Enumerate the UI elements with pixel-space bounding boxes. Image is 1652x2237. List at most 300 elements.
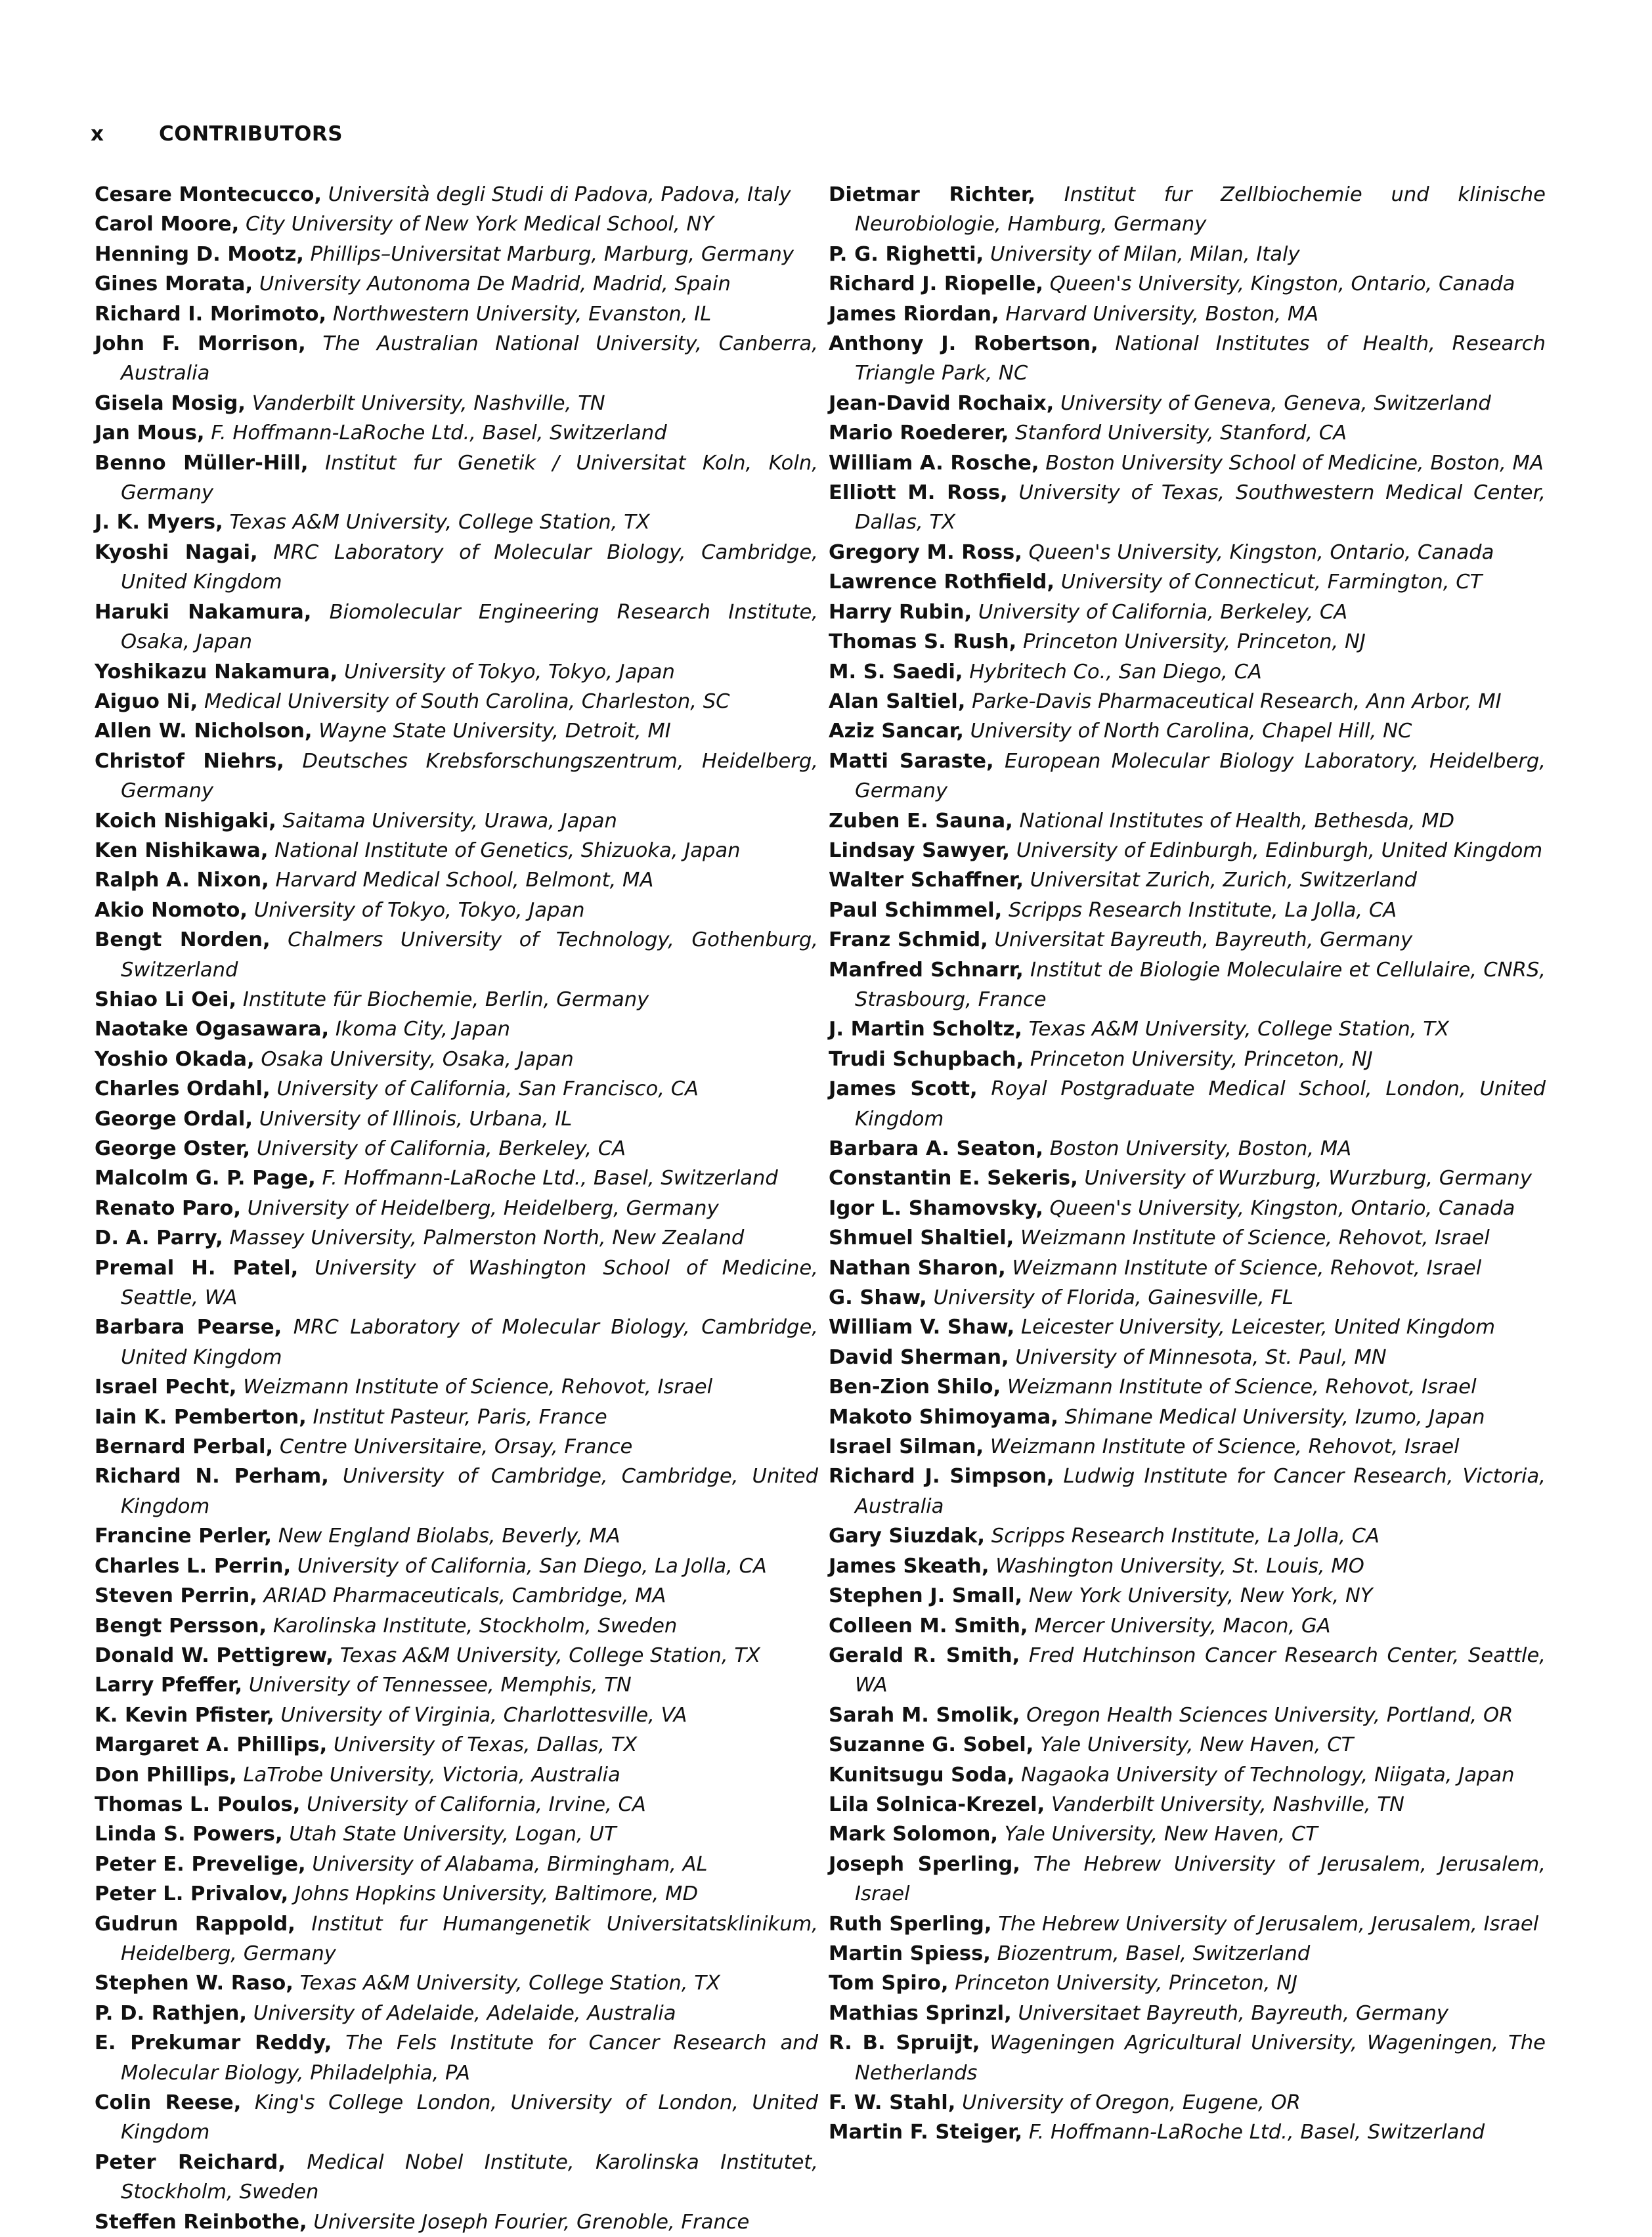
contributor-affiliation: University of Geneva, Geneva, Switzerland bbox=[1060, 391, 1491, 415]
contributor-affiliation: University of Tokyo, Tokyo, Japan bbox=[344, 660, 675, 684]
contributor-name: Stephen W. Raso, bbox=[95, 1972, 293, 1995]
contributor-affiliation: Parke-Davis Pharmaceutical Research, Ann Arbor, MI bbox=[972, 689, 1502, 713]
contributor-entry bbox=[95, 1104, 818, 1134]
contributor-name: Martin F. Steiger, bbox=[829, 2121, 1023, 2144]
contributor-affiliation: University of Virginia, Charlottesville, VA bbox=[280, 1703, 687, 1727]
contributor-affiliation: University Autonoma De Madrid, Madrid, Spain bbox=[259, 272, 731, 296]
contributor-affiliation: F. Hoffmann-LaRoche Ltd., Basel, Switzerland bbox=[1028, 2121, 1485, 2144]
contributor-entry bbox=[829, 1253, 1546, 1283]
contributor-entry bbox=[95, 1850, 818, 1879]
contributor-name: Jan Mous, bbox=[95, 422, 205, 445]
contributor-entry bbox=[95, 1819, 818, 1849]
contributor-name: Ben-Zion Shilo, bbox=[829, 1376, 1001, 1399]
contributor-entry bbox=[829, 747, 1546, 806]
contributor-entry bbox=[95, 1879, 818, 1909]
contributor-affiliation: Yale University, New Haven, CT bbox=[1004, 1823, 1318, 1846]
contributor-entry bbox=[829, 478, 1546, 538]
contributor-entry bbox=[95, 687, 818, 716]
contributor-entry bbox=[829, 806, 1546, 836]
contributor-affiliation: The Hebrew University of Jerusalem, Jerusalem, Israel bbox=[998, 1912, 1539, 1936]
contributor-affiliation: The Australian National University, Canberra, Australia bbox=[121, 332, 818, 385]
contributor-entry bbox=[95, 806, 818, 836]
contributor-name: Nathan Sharon, bbox=[829, 1256, 1006, 1280]
contributor-name: Zuben E. Sauna, bbox=[829, 809, 1013, 833]
contributor-affiliation: University of Connecticut, Farmington, CT bbox=[1060, 571, 1483, 594]
contributor-affiliation: Weizmann Institute of Science, Rehovot, Israel bbox=[1020, 1227, 1490, 1250]
contributor-name: Renato Paro, bbox=[95, 1196, 241, 1220]
contributor-affiliation: Princeton University, Princeton, NJ bbox=[1030, 1047, 1373, 1071]
contributor-entry bbox=[95, 1968, 818, 1998]
contributor-affiliation: Institut fur Zellbiochemie und klinische Neurobiologie, Hamburg, Germany bbox=[855, 183, 1546, 236]
contributor-entry bbox=[829, 2118, 1546, 2147]
contributor-name: Francine Perler, bbox=[95, 1525, 272, 1548]
contributor-affiliation: Wayne State University, Detroit, MI bbox=[318, 720, 671, 743]
contributor-entry bbox=[829, 1343, 1546, 1372]
contributor-affiliation: Queen's University, Kingston, Ontario, Canada bbox=[1049, 1196, 1515, 1220]
contributor-entry bbox=[829, 1462, 1546, 1521]
contributor-affiliation: F. Hoffmann-LaRoche Ltd., Basel, Switzerland bbox=[211, 422, 667, 445]
page-number: x bbox=[91, 122, 104, 146]
contributor-name: J. Martin Scholtz, bbox=[829, 1018, 1022, 1041]
contributor-name: Donald W. Pettigrew, bbox=[95, 1643, 334, 1667]
contributor-affiliation: European Molecular Biology Laboratory, Heidelberg, Germany bbox=[855, 749, 1546, 803]
contributor-entry bbox=[829, 597, 1546, 627]
contributor-affiliation: Yale University, New Haven, CT bbox=[1040, 1733, 1354, 1757]
contributor-name: Iain K. Pemberton, bbox=[95, 1405, 307, 1429]
contributor-entry bbox=[829, 1611, 1546, 1641]
contributor-entry bbox=[95, 1611, 818, 1641]
contributors-column-left bbox=[95, 180, 818, 2237]
contributor-affiliation: City University of New York Medical School, NY bbox=[246, 213, 714, 236]
contributor-entry bbox=[95, 1790, 818, 1819]
contributor-entry bbox=[829, 567, 1546, 597]
contributor-affiliation: Queen's University, Kingston, Ontario, Canada bbox=[1028, 540, 1494, 564]
contributor-entry bbox=[95, 1701, 818, 1730]
contributor-entry bbox=[829, 299, 1546, 329]
contributor-name: Bengt Persson, bbox=[95, 1614, 267, 1638]
contributor-affiliation: Johns Hopkins University, Baltimore, MD bbox=[294, 1882, 699, 1906]
contributor-affiliation: Phillips–Universitat Marburg, Marburg, Germany bbox=[310, 242, 794, 266]
contributor-entry bbox=[95, 1194, 818, 1223]
contributor-affiliation: Scripps Research Institute, La Jolla, CA bbox=[1008, 898, 1397, 922]
contributor-entry bbox=[829, 1432, 1546, 1462]
contributor-entry bbox=[95, 1730, 818, 1760]
contributor-name: Kyoshi Nagai, bbox=[95, 540, 258, 564]
contributor-name: Richard N. Perham, bbox=[95, 1465, 329, 1488]
contributor-name: Sarah M. Smolik, bbox=[829, 1703, 1020, 1727]
page-header bbox=[91, 122, 343, 146]
contributor-name: Barbara Pearse, bbox=[95, 1316, 282, 1339]
contributor-name: William V. Shaw, bbox=[829, 1316, 1015, 1339]
contributor-affiliation: MRC Laboratory of Molecular Biology, Cambridge, United Kingdom bbox=[121, 540, 818, 594]
contributor-name: Richard J. Riopelle, bbox=[829, 272, 1043, 296]
contributor-entry bbox=[95, 1462, 818, 1521]
contributor-entry bbox=[829, 1701, 1546, 1730]
contributor-affiliation: Ikoma City, Japan bbox=[335, 1018, 510, 1041]
contributor-name: John F. Morrison, bbox=[95, 332, 306, 356]
contributor-affiliation: Saitama University, Urawa, Japan bbox=[282, 809, 617, 833]
contributor-affiliation: Universite Joseph Fourier, Grenoble, France bbox=[313, 2210, 750, 2234]
contributor-entry bbox=[95, 716, 818, 746]
contributor-entry bbox=[829, 1552, 1546, 1581]
contributor-name: Lindsay Sawyer, bbox=[829, 838, 1011, 862]
contributor-name: Colin Reese, bbox=[95, 2091, 242, 2114]
contributor-affiliation: Weizmann Institute of Science, Rehovot, Israel bbox=[243, 1376, 713, 1399]
contributor-name: Peter L. Privalov, bbox=[95, 1882, 289, 1906]
contributor-affiliation: Universitat Zurich, Zurich, Switzerland bbox=[1030, 869, 1418, 892]
contributor-entry bbox=[829, 657, 1546, 687]
contributor-entry bbox=[95, 1999, 818, 2028]
contributor-name: Matti Saraste, bbox=[829, 749, 994, 773]
contributor-name: Mathias Sprinzl, bbox=[829, 2001, 1012, 2025]
contributor-entry bbox=[95, 1402, 818, 1432]
contributor-affiliation: University of Oregon, Eugene, OR bbox=[962, 2091, 1301, 2114]
contributor-name: Manfred Schnarr, bbox=[829, 958, 1024, 982]
contributor-affiliation: Karolinska Institute, Stockholm, Sweden bbox=[272, 1614, 678, 1638]
contributor-affiliation: National Institutes of Health, Research Triangle Park, NC bbox=[855, 332, 1546, 385]
contributor-affiliation: Mercer University, Macon, GA bbox=[1034, 1614, 1331, 1638]
contributor-name: Akio Nomoto, bbox=[95, 898, 248, 922]
contributor-name: Malcolm G. P. Page, bbox=[95, 1167, 316, 1190]
contributor-name: Bengt Norden, bbox=[95, 928, 271, 952]
contributor-name: James Skeath, bbox=[829, 1554, 989, 1578]
contributor-entry bbox=[95, 1552, 818, 1581]
page-title: CONTRIBUTORS bbox=[159, 122, 343, 146]
contributor-name: Yoshio Okada, bbox=[95, 1047, 255, 1071]
contributor-affiliation: King's College London, University of London, United Kingdom bbox=[121, 2091, 818, 2144]
contributor-affiliation: The Fels Institute for Cancer Research and Molecular Biology, Philadelphia, PA bbox=[121, 2031, 818, 2085]
contributor-entry bbox=[829, 1968, 1546, 1998]
contributor-affiliation: ARIAD Pharmaceuticals, Cambridge, MA bbox=[263, 1584, 666, 1608]
contributor-affiliation: Institut fur Genetik / Universitat Koln, Koln, Germany bbox=[121, 451, 819, 505]
contributor-name: Ralph A. Nixon, bbox=[95, 869, 269, 892]
contributor-affiliation: Osaka University, Osaka, Japan bbox=[261, 1047, 574, 1071]
contributor-affiliation: MRC Laboratory of Molecular Biology, Cambridge, United Kingdom bbox=[121, 1316, 818, 1369]
contributor-entry bbox=[829, 896, 1546, 925]
contributor-entry bbox=[829, 955, 1546, 1015]
contributor-affiliation: University of California, Berkeley, CA bbox=[256, 1137, 626, 1160]
contributor-affiliation: Scripps Research Institute, La Jolla, CA bbox=[991, 1525, 1380, 1548]
contributor-affiliation: University of Tokyo, Tokyo, Japan bbox=[253, 898, 585, 922]
contributor-entry bbox=[829, 2088, 1546, 2118]
contributor-entry bbox=[829, 925, 1546, 955]
contributor-name: Elliott M. Ross, bbox=[829, 481, 1008, 505]
contributor-name: Jean-David Rochaix, bbox=[829, 391, 1054, 415]
contributor-entry bbox=[829, 1850, 1546, 1909]
contributor-affiliation: Royal Postgraduate Medical School, London, United Kingdom bbox=[855, 1077, 1546, 1131]
contributor-entry bbox=[829, 627, 1546, 657]
contributor-name: Israel Pecht, bbox=[95, 1376, 237, 1399]
contributor-entry bbox=[95, 1372, 818, 1402]
contributor-entry bbox=[95, 1163, 818, 1193]
contributor-affiliation: Oregon Health Sciences University, Portland, OR bbox=[1026, 1703, 1513, 1727]
contributor-name: Linda S. Powers, bbox=[95, 1823, 283, 1846]
contributor-entry bbox=[829, 1163, 1546, 1193]
contributor-name: Koich Nishigaki, bbox=[95, 809, 276, 833]
contributor-entry bbox=[829, 1194, 1546, 1223]
contributor-name: Cesare Montecucco, bbox=[95, 183, 322, 206]
contributor-affiliation: The Hebrew University of Jerusalem, Jerusalem, Israel bbox=[855, 1852, 1546, 1906]
contributor-entry bbox=[829, 716, 1546, 746]
contributor-affiliation: Shimane Medical University, Izumo, Japan bbox=[1064, 1405, 1485, 1429]
contributor-affiliation: New England Biolabs, Beverly, MA bbox=[278, 1525, 620, 1548]
contributor-affiliation: University of Alabama, Birmingham, AL bbox=[312, 1852, 708, 1876]
contributor-affiliation: Stanford University, Stanford, CA bbox=[1015, 422, 1347, 445]
contributor-affiliation: University of North Carolina, Chapel Hill, NC bbox=[970, 720, 1412, 743]
contributor-affiliation: Institut de Biologie Moleculaire et Cellulaire, CNRS, Strasbourg, France bbox=[855, 958, 1546, 1011]
contributor-name: James Scott, bbox=[829, 1077, 978, 1101]
contributor-name: Tom Spiro, bbox=[829, 1972, 949, 1995]
contributor-name: Richard J. Simpson, bbox=[829, 1465, 1054, 1488]
contributor-affiliation: Università degli Studi di Padova, Padova, Italy bbox=[328, 183, 791, 206]
contributor-entry bbox=[829, 1730, 1546, 1760]
contributor-name: Margaret A. Phillips, bbox=[95, 1733, 328, 1757]
contributor-name: Bernard Perbal, bbox=[95, 1435, 274, 1459]
contributor-affiliation: University of Florida, Gainesville, FL bbox=[933, 1286, 1293, 1310]
contributor-entry bbox=[95, 836, 818, 865]
contributor-name: Martin Spiess, bbox=[829, 1942, 991, 1965]
contributor-name: Don Phillips, bbox=[95, 1763, 237, 1787]
contributor-name: Walter Schaffner, bbox=[829, 869, 1024, 892]
contributor-entry bbox=[95, 2088, 818, 2148]
contributor-affiliation: Chalmers University of Technology, Gothenburg, Switzerland bbox=[121, 928, 818, 982]
contributor-entry bbox=[95, 508, 818, 537]
contributor-name: Mark Solomon, bbox=[829, 1823, 999, 1846]
contributor-name: Aiguo Ni, bbox=[95, 689, 198, 713]
contributor-name: Kunitsugu Soda, bbox=[829, 1763, 1015, 1787]
contributor-affiliation: Medical University of South Carolina, Charleston, SC bbox=[204, 689, 730, 713]
contributor-affiliation: Weizmann Institute of Science, Rehovot, Israel bbox=[1007, 1376, 1477, 1399]
contributor-affiliation: University of California, San Francisco, CA bbox=[276, 1077, 699, 1101]
contributor-name: Gines Morata, bbox=[95, 272, 253, 296]
contributor-entry bbox=[95, 2207, 818, 2237]
contributor-entry bbox=[829, 538, 1546, 567]
contributor-affiliation: National Institute of Genetics, Shizuoka, Japan bbox=[274, 838, 741, 862]
contributor-affiliation: Deutsches Krebsforschungszentrum, Heidelberg, Germany bbox=[121, 749, 818, 803]
contributor-affiliation: Universitat Bayreuth, Bayreuth, Germany bbox=[994, 928, 1413, 952]
contributor-affiliation: LaTrobe University, Victoria, Australia bbox=[243, 1763, 620, 1787]
contributor-name: Gisela Mosig, bbox=[95, 391, 246, 415]
contributor-name: Richard I. Morimoto, bbox=[95, 302, 327, 326]
contributor-name: Paul Schimmel, bbox=[829, 898, 1003, 922]
contributor-entry bbox=[95, 448, 818, 508]
contributor-entry bbox=[95, 269, 818, 299]
contributor-name: Haruki Nakamura, bbox=[95, 600, 312, 624]
contributor-entry bbox=[829, 1223, 1546, 1253]
contributor-affiliation: F. Hoffmann-LaRoche Ltd., Basel, Switzerland bbox=[322, 1167, 778, 1190]
contributor-entry bbox=[95, 657, 818, 687]
contributor-name: David Sherman, bbox=[829, 1345, 1009, 1369]
contributor-affiliation: University of California, San Diego, La Jolla, CA bbox=[297, 1554, 767, 1578]
contributor-entry bbox=[829, 1402, 1546, 1432]
contributor-entry bbox=[95, 240, 818, 269]
contributor-affiliation: Massey University, Palmerston North, New Zealand bbox=[229, 1227, 745, 1250]
contributor-name: Steven Perrin, bbox=[95, 1584, 257, 1608]
contributor-entry bbox=[95, 1014, 818, 1044]
contributor-name: Shmuel Shaltiel, bbox=[829, 1227, 1014, 1250]
contributor-entry bbox=[829, 418, 1546, 448]
contributor-entry bbox=[95, 1134, 818, 1163]
contributor-name: Charles Ordahl, bbox=[95, 1077, 271, 1101]
contributor-name: Constantin E. Sekeris, bbox=[829, 1167, 1078, 1190]
contributor-name: Mario Roederer, bbox=[829, 422, 1009, 445]
contributor-entry bbox=[829, 1939, 1546, 1968]
contributor-entry bbox=[95, 1223, 818, 1253]
contributor-name: Harry Rubin, bbox=[829, 600, 972, 624]
contributor-affiliation: Washington University, St. Louis, MO bbox=[995, 1554, 1364, 1578]
contributor-entry bbox=[95, 329, 818, 389]
contributor-affiliation: Texas A&M University, College Station, TX bbox=[299, 1972, 720, 1995]
contributor-affiliation: Biomolecular Engineering Research Institute, Osaka, Japan bbox=[121, 600, 818, 654]
contributor-affiliation: University of Adelaide, Adelaide, Australia bbox=[253, 2001, 676, 2025]
contributor-entry bbox=[829, 1521, 1546, 1551]
contributor-name: William A. Rosche, bbox=[829, 451, 1039, 475]
contributor-entry bbox=[829, 1313, 1546, 1342]
contributor-entry bbox=[829, 687, 1546, 716]
contributor-name: P. G. Righetti, bbox=[829, 242, 984, 266]
contributor-name: Gerald R. Smith, bbox=[829, 1643, 1020, 1667]
contributor-name: Steffen Reinbothe, bbox=[95, 2210, 307, 2234]
contributor-affiliation: Nagaoka University of Technology, Niigata, Japan bbox=[1021, 1763, 1515, 1787]
contributor-affiliation: Centre Universitaire, Orsay, France bbox=[279, 1435, 633, 1459]
contributor-entry bbox=[829, 865, 1546, 895]
contributor-name: Thomas L. Poulos, bbox=[95, 1792, 301, 1816]
contributor-name: E. Prekumar Reddy, bbox=[95, 2031, 332, 2055]
contributor-entry bbox=[829, 1581, 1546, 1611]
contributor-affiliation: University of Tennessee, Memphis, TN bbox=[248, 1674, 632, 1697]
contributor-entry bbox=[95, 2148, 818, 2207]
contributor-entry bbox=[95, 1670, 818, 1700]
contributor-name: Stephen J. Small, bbox=[829, 1584, 1023, 1608]
contributor-name: Barbara A. Seaton, bbox=[829, 1137, 1043, 1160]
contributor-entry bbox=[829, 1045, 1546, 1074]
contributor-entry bbox=[95, 389, 818, 418]
contributor-affiliation: Queen's University, Kingston, Ontario, Canada bbox=[1049, 272, 1515, 296]
contributor-affiliation: University of California, Berkeley, CA bbox=[978, 600, 1348, 624]
contributor-name: Larry Pfeffer, bbox=[95, 1674, 243, 1697]
contributor-affiliation: Weizmann Institute of Science, Rehovot, Israel bbox=[989, 1435, 1460, 1459]
contributor-affiliation: University of Texas, Southwestern Medical Center, Dallas, TX bbox=[855, 481, 1546, 534]
contributor-name: K. Kevin Pfister, bbox=[95, 1703, 274, 1727]
contributor-entry bbox=[95, 418, 818, 448]
contributor-name: Igor L. Shamovsky, bbox=[829, 1196, 1043, 1220]
contributor-entry bbox=[95, 865, 818, 895]
contributor-name: Benno Müller-Hill, bbox=[95, 451, 309, 475]
contributor-entry bbox=[829, 1372, 1546, 1402]
contributor-entry bbox=[95, 299, 818, 329]
contributor-entry bbox=[829, 1014, 1546, 1044]
contributor-affiliation: Northwestern University, Evanston, IL bbox=[332, 302, 712, 326]
contributor-entry bbox=[95, 597, 818, 657]
contributor-affiliation: University of Minnesota, St. Paul, MN bbox=[1015, 1345, 1387, 1369]
contributor-affiliation: University of Texas, Dallas, TX bbox=[333, 1733, 638, 1757]
contributor-entry bbox=[95, 985, 818, 1014]
contributor-affiliation: Vanderbilt University, Nashville, TN bbox=[1051, 1792, 1404, 1816]
contributor-entry bbox=[95, 538, 818, 597]
contributor-name: J. K. Myers, bbox=[95, 511, 223, 534]
contributor-affiliation: University of Wurzburg, Wurzburg, Germany bbox=[1084, 1167, 1532, 1190]
contributor-name: Makoto Shimoyama, bbox=[829, 1405, 1058, 1429]
contributor-name: Aziz Sancar, bbox=[829, 720, 964, 743]
contributor-name: Alan Saltiel, bbox=[829, 689, 966, 713]
contributor-name: Shiao Li Oei, bbox=[95, 988, 237, 1011]
contributor-affiliation: New York University, New York, NY bbox=[1028, 1584, 1373, 1608]
contributor-name: Naotake Ogasawara, bbox=[95, 1018, 330, 1041]
contributor-entry bbox=[95, 896, 818, 925]
contributor-name: F. W. Stahl, bbox=[829, 2091, 956, 2114]
contributor-affiliation: Boston University School of Medicine, Boston, MA bbox=[1045, 451, 1544, 475]
contributor-entry bbox=[95, 1313, 818, 1372]
contributor-affiliation: University of Edinburgh, Edinburgh, United Kingdom bbox=[1016, 838, 1543, 862]
contributor-affiliation: Weizmann Institute of Science, Rehovot, Israel bbox=[1012, 1256, 1482, 1280]
contributor-entry bbox=[95, 747, 818, 806]
contributor-entry bbox=[95, 2028, 818, 2088]
contributor-name: Lila Solnica-Krezel, bbox=[829, 1792, 1045, 1816]
contributor-affiliation: Institute für Biochemie, Berlin, Germany bbox=[242, 988, 649, 1011]
contributor-entry bbox=[829, 1134, 1546, 1163]
contributor-name: Lawrence Rothfield, bbox=[829, 571, 1054, 594]
contributor-name: Thomas S. Rush, bbox=[829, 630, 1017, 654]
contributor-affiliation: Ludwig Institute for Cancer Research, Victoria, Australia bbox=[855, 1465, 1546, 1518]
contributor-affiliation: Texas A&M University, College Station, TX bbox=[229, 511, 650, 534]
contributor-affiliation: Harvard Medical School, Belmont, MA bbox=[275, 869, 654, 892]
contributor-name: Allen W. Nicholson, bbox=[95, 720, 313, 743]
contributor-entry bbox=[829, 1790, 1546, 1819]
contributor-entry bbox=[829, 329, 1546, 389]
contributor-entry bbox=[95, 1045, 818, 1074]
contributor-affiliation: Texas A&M University, College Station, TX bbox=[339, 1643, 761, 1667]
contributor-affiliation: Utah State University, Logan, UT bbox=[289, 1823, 617, 1846]
contributor-name: D. A. Parry, bbox=[95, 1227, 223, 1250]
contributor-name: Peter Reichard, bbox=[95, 2150, 286, 2174]
contributor-name: Peter E. Prevelige, bbox=[95, 1852, 306, 1876]
contributor-affiliation: Hybritech Co., San Diego, CA bbox=[969, 660, 1262, 684]
contributor-name: Gudrun Rappold, bbox=[95, 1912, 295, 1936]
contributor-entry bbox=[95, 180, 818, 209]
contributor-affiliation: Princeton University, Princeton, NJ bbox=[955, 1972, 1298, 1995]
contributor-entry bbox=[95, 1432, 818, 1462]
contributor-affiliation: Boston University, Boston, MA bbox=[1049, 1137, 1352, 1160]
contributor-name: Trudi Schupbach, bbox=[829, 1047, 1024, 1071]
contributor-name: P. D. Rathjen, bbox=[95, 2001, 247, 2025]
contributor-affiliation: University of Heidelberg, Heidelberg, Germany bbox=[247, 1196, 719, 1220]
contributor-entry bbox=[829, 1074, 1546, 1134]
contributor-entry bbox=[95, 1253, 818, 1313]
contributor-name: Gary Siuzdak, bbox=[829, 1525, 986, 1548]
contributor-name: George Ordal, bbox=[95, 1107, 253, 1131]
contributor-name: Henning D. Mootz, bbox=[95, 242, 304, 266]
contributor-name: G. Shaw, bbox=[829, 1286, 927, 1310]
contributor-entry bbox=[95, 925, 818, 985]
contributor-entry bbox=[829, 1641, 1546, 1701]
contributor-entry bbox=[829, 836, 1546, 865]
contributor-affiliation: Leicester University, Leicester, United Kingdom bbox=[1021, 1316, 1496, 1339]
contributor-entry bbox=[95, 1074, 818, 1104]
contributor-affiliation: Princeton University, Princeton, NJ bbox=[1023, 630, 1366, 654]
contributor-affiliation: Vanderbilt University, Nashville, TN bbox=[251, 391, 605, 415]
contributor-entry bbox=[829, 1819, 1546, 1849]
contributor-affiliation: Fred Hutchinson Cancer Research Center, Seattle, WA bbox=[855, 1643, 1546, 1697]
contributor-entry bbox=[829, 1909, 1546, 1939]
contributor-affiliation: University of Milan, Milan, Italy bbox=[990, 242, 1300, 266]
contributor-affiliation: National Institutes of Health, Bethesda, MD bbox=[1019, 809, 1455, 833]
contributor-name: Yoshikazu Nakamura, bbox=[95, 660, 338, 684]
contributor-entry bbox=[95, 1641, 818, 1670]
contributor-affiliation: Wageningen Agricultural University, Wageningen, The Netherlands bbox=[855, 2031, 1546, 2085]
contributor-affiliation: Medical Nobel Institute, Karolinska Institutet, Stockholm, Sweden bbox=[121, 2150, 818, 2204]
contributor-name: Premal H. Patel, bbox=[95, 1256, 299, 1280]
contributor-entry bbox=[829, 269, 1546, 299]
